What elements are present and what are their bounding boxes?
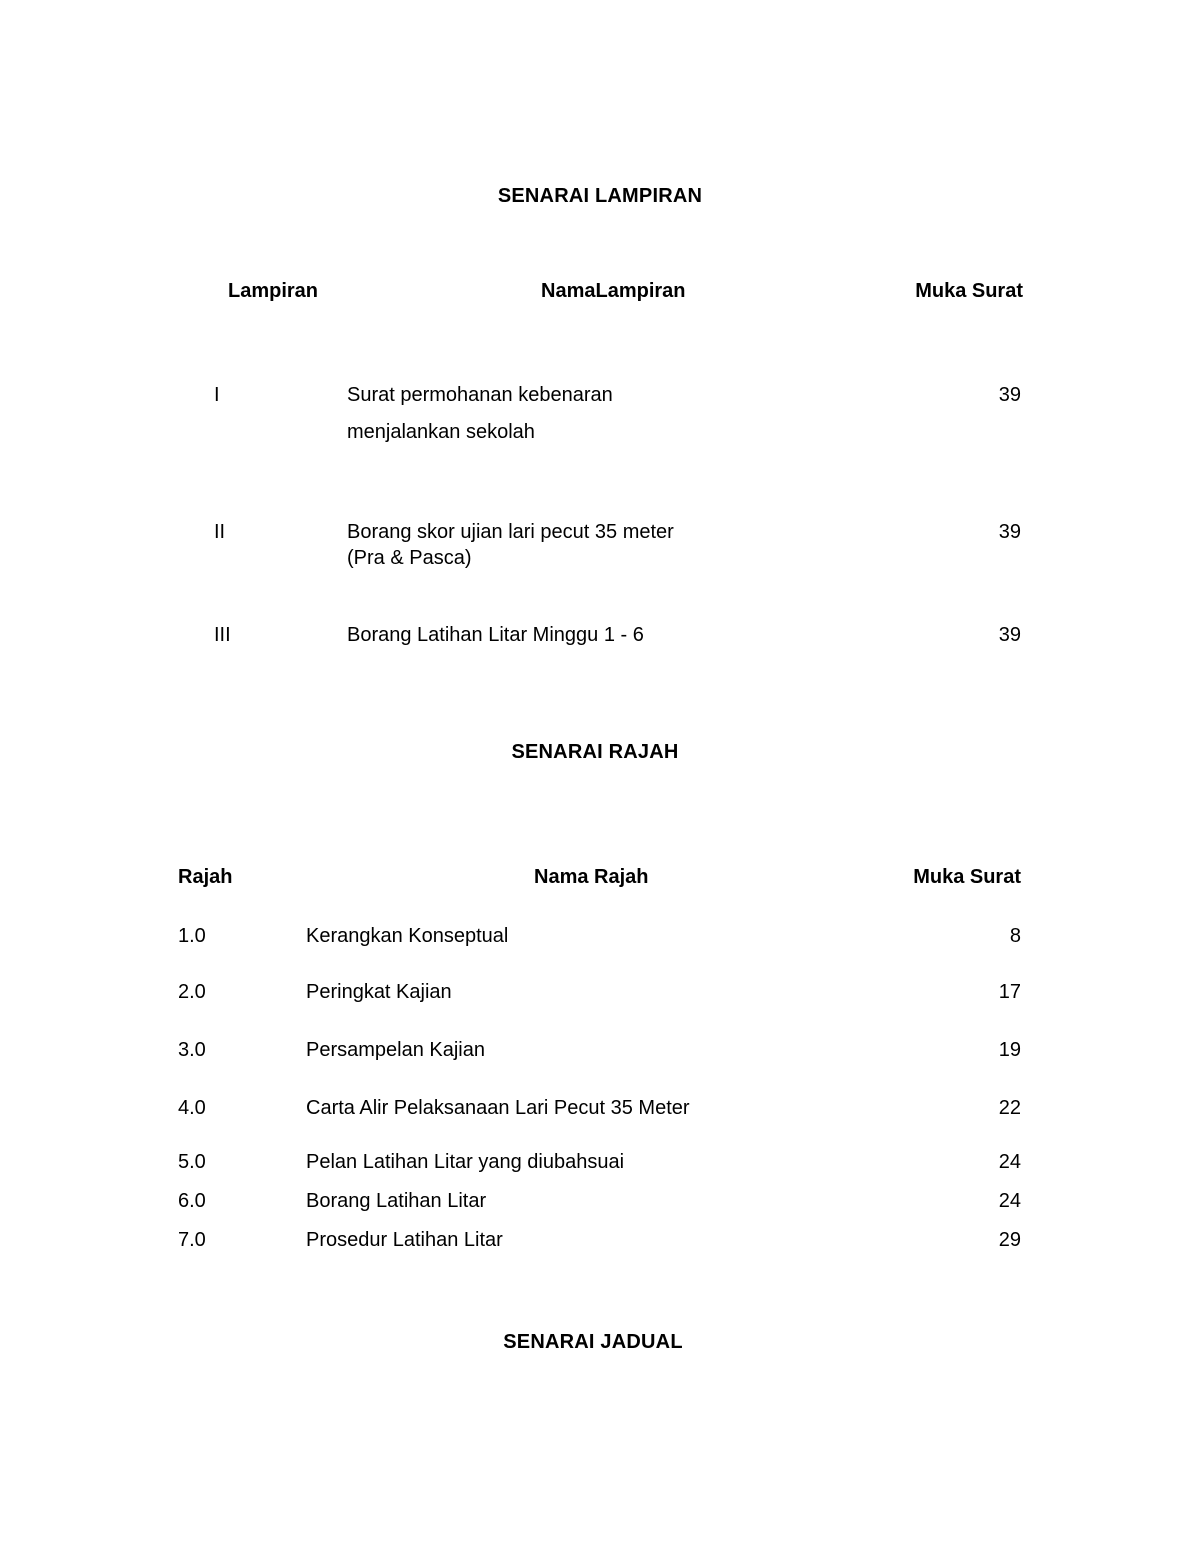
- rajah-header-name: Nama Rajah: [534, 866, 649, 888]
- lampiran-row-name-continued: menjalankan sekolah: [347, 421, 535, 443]
- rajah-header-number: Rajah: [178, 866, 233, 888]
- rajah-row-name: Kerangkan Konseptual: [306, 925, 509, 947]
- lampiran-header-name: NamaLampiran: [541, 280, 686, 302]
- rajah-title: SENARAI RAJAH: [511, 741, 679, 763]
- rajah-row-page: 22: [998, 1097, 1021, 1119]
- rajah-header-page: Muka Surat: [913, 866, 1021, 888]
- lampiran-row-name-continued: (Pra & Pasca): [347, 547, 472, 569]
- lampiran-row-page: 39: [998, 624, 1021, 646]
- rajah-row-page: 17: [998, 981, 1021, 1003]
- rajah-row-name: Persampelan Kajian: [306, 1039, 485, 1061]
- rajah-row-page: 24: [998, 1151, 1021, 1173]
- rajah-row-number: 6.0: [178, 1190, 206, 1212]
- lampiran-row-name: Borang skor ujian lari pecut 35 meter: [347, 521, 674, 543]
- lampiran-header-number: Lampiran: [228, 280, 319, 302]
- rajah-row-number: 2.0: [178, 981, 206, 1003]
- lampiran-row-number: II: [214, 521, 226, 543]
- rajah-row-page: 24: [998, 1190, 1021, 1212]
- rajah-row-number: 1.0: [178, 925, 206, 947]
- lampiran-title: SENARAI LAMPIRAN: [497, 185, 703, 207]
- rajah-row-number: 7.0: [178, 1229, 206, 1251]
- rajah-row-name: Prosedur Latihan Litar: [306, 1229, 503, 1251]
- rajah-row-name: Peringkat Kajian: [306, 981, 452, 1003]
- rajah-row-number: 5.0: [178, 1151, 206, 1173]
- lampiran-row-number: I: [214, 384, 220, 406]
- rajah-row-page: 29: [998, 1229, 1021, 1251]
- rajah-row-number: 4.0: [178, 1097, 206, 1119]
- lampiran-row-name: Borang Latihan Litar Minggu 1 - 6: [347, 624, 644, 646]
- lampiran-row-page: 39: [998, 521, 1021, 543]
- rajah-row-page: 19: [998, 1039, 1021, 1061]
- rajah-row-name: Pelan Latihan Litar yang diubahsuai: [306, 1151, 625, 1173]
- lampiran-row-page: 39: [998, 384, 1021, 406]
- rajah-row-page: 8: [1009, 925, 1021, 947]
- jadual-title: SENARAI JADUAL: [503, 1331, 683, 1353]
- lampiran-header-page: Muka Surat: [915, 280, 1023, 302]
- lampiran-row-number: III: [214, 624, 231, 646]
- rajah-row-name: Carta Alir Pelaksanaan Lari Pecut 35 Meter: [306, 1097, 690, 1119]
- rajah-row-number: 3.0: [178, 1039, 206, 1061]
- lampiran-row-name: Surat permohanan kebenaran: [347, 384, 613, 406]
- rajah-row-name: Borang Latihan Litar: [306, 1190, 487, 1212]
